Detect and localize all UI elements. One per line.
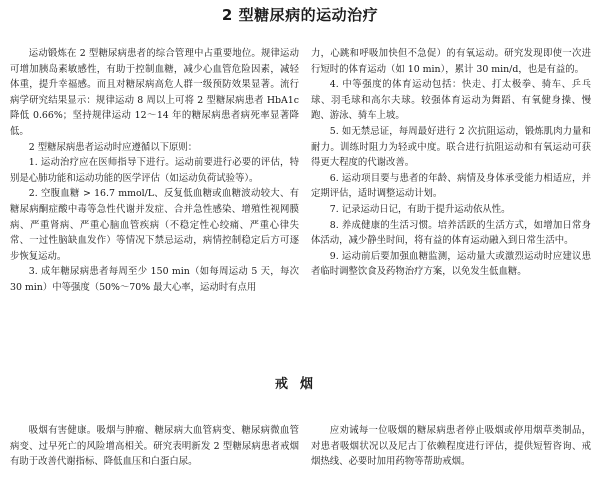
paragraph-principle-2: 2. 空腹血糖 > 16.7 mmol/L、反复低血糖或血糖波动较大、有糖尿病酮症酸中毒等急性代谢并发症、合并急性感染、增殖性视网膜病、严重肾病、严重心脑血管疾病（不稳定性心绞痛、严重心律失常、一过性脑缺血发作）等情况下禁忌运动，病情控制稳定后方可逐步恢复运动。 [10, 188, 299, 262]
paragraph-principles-lead: 2 型糖尿病患者运动时应遵循以下原则： [28, 141, 198, 153]
paragraph-principle-6: 6. 运动项目要与患者的年龄、病情及身体承受能力相适应，并定期评估，适时调整运动计划。 [311, 172, 591, 200]
section-title-smoking: 戒烟 [274, 377, 325, 392]
exercise-right-column [311, 46, 591, 280]
page-title: 2 型糖尿病的运动治疗 [221, 6, 379, 24]
paragraph-intro: 运动锻炼在 2 型糖尿病患者的综合管理中占重要地位。规律运动可增加胰岛素敏感性，有助于控制血糖，减少心血管危险因素，减轻体重，提升幸福感。而且对糖尿病高危人群一级预防效果显著。流行病学研究结果显示：规律运动 8 周以上可将 2 型糖尿病患者 HbA1c 降低 0.66%；坚持规律运动 12～14 年的糖尿病患者病死率显著降低。 [10, 48, 299, 137]
paragraph-principle-1: 1. 运动治疗应在医师指导下进行。运动前要进行必要的评估，特别是心肺功能和运动功能的医学评估（如运动负荷试验等）。 [10, 157, 299, 184]
paragraph-principle-7: 7. 记录运动日记，有助于提升运动依从性。 [329, 203, 511, 215]
paragraph-principle-3: 3. 成年糖尿病患者每周至少 150 min（如每周运动 5 天，每次 30 min）中等强度（50%～70% 最大心率，运动时有点用 [10, 266, 299, 293]
paragraph-principle-3-cont: 力，心跳和呼吸加快但不急促）的有氧运动。研究发现即使一次进行短时的体育运动（如 10 min），累计 30 min/d，也是有益的。 [311, 48, 591, 75]
paragraph-smoking-advice: 应劝诫每一位吸烟的糖尿病患者停止吸烟或停用烟草类制品，对患者吸烟状况以及尼古丁依赖程度进行评估，提供短暂咨询、戒烟热线、必要时加用药物等帮助戒烟。 [311, 425, 591, 468]
paragraph-principle-4: 4. 中等强度的体育运动包括：快走、打太极拳、骑车、乒乓球、羽毛球和高尔夫球。较强体育运动为舞蹈、有氧健身操、慢跑、游泳、骑车上坡。 [311, 79, 591, 122]
paragraph-principle-8: 8. 养成健康的生活习惯。培养活跃的生活方式，如增加日常身体活动，减少静坐时间，将有益的体育运动融入到日常生活中。 [311, 219, 591, 247]
paragraph-smoking-harm: 吸烟有害健康。吸烟与肿瘤、糖尿病大血管病变、糖尿病微血管病变、过早死亡的风险增高相关。研究表明新发 2 型糖尿病患者戒烟有助于改善代谢指标、降低血压和白蛋白尿。 [10, 425, 299, 468]
paragraph-principle-5: 5. 如无禁忌证，每周最好进行 2 次抗阻运动，锻炼肌肉力量和耐力。训练时阻力为轻或中度。联合进行抗阻运动和有氧运动可获得更大程度的代谢改善。 [311, 125, 591, 169]
paragraph-principle-9: 9. 运动前后要加强血糖监测，运动量大或激烈运动时应建议患者临时调整饮食及药物治疗方案，以免发生低血糖。 [311, 250, 591, 278]
exercise-left-column [10, 46, 299, 296]
smoking-right-column [311, 423, 591, 470]
smoking-left-column [10, 423, 299, 470]
